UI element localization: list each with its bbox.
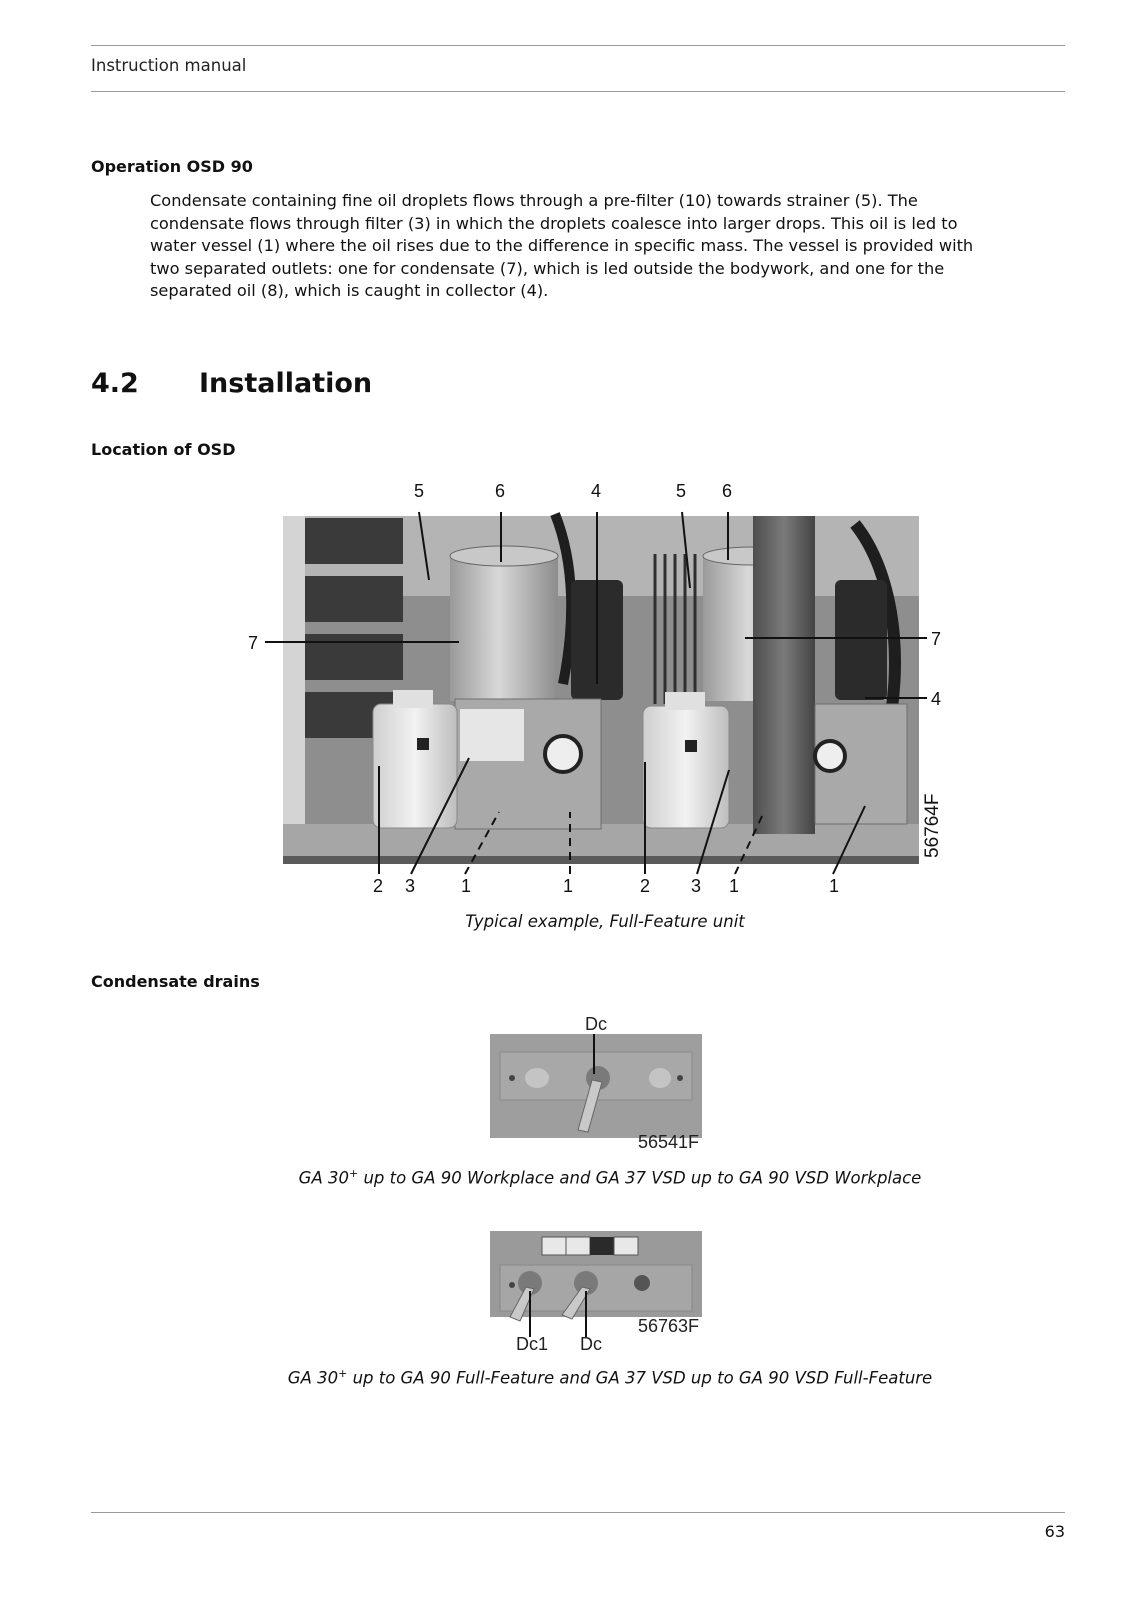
drain1-caption	[120, 1167, 1100, 1188]
callout-top: 6	[495, 481, 506, 501]
header-top-rule	[91, 45, 1065, 46]
drain2-caption-post: up to GA 90 Full-Feature and GA 37 VSD up to GA 90 VSD Full-Feature	[347, 1368, 933, 1388]
operation-line: two separated outlets: one for condensate (7), which is led outside the bodywork, and one for the	[150, 258, 945, 278]
callout-right: 7	[931, 629, 942, 649]
drain1-caption-post: up to GA 90 Workplace and GA 37 VSD up to GA 90 VSD Workplace	[358, 1168, 922, 1188]
callout-bottom: 1	[461, 876, 472, 896]
operation-line: water vessel (1) where the oil rises due to the difference in specific mass. The vessel is provided with	[150, 236, 974, 255]
drain2-code: 56763F	[638, 1316, 700, 1336]
callout-bottom: 1	[829, 876, 840, 896]
location-heading: Location of OSD	[91, 440, 236, 459]
drain2-caption	[120, 1367, 1100, 1388]
drain2-caption-pre: GA 30	[287, 1368, 339, 1388]
drain2-label: Dc	[580, 1334, 602, 1354]
callout-bottom: 2	[640, 876, 651, 896]
drain2-label: Dc1	[516, 1334, 549, 1354]
callout-bottom: 1	[729, 876, 740, 896]
callout-top: 4	[591, 481, 602, 501]
callout-bottom: 1	[563, 876, 574, 896]
drain1-label: Dc	[585, 1014, 607, 1034]
section-number: 4.2	[91, 368, 139, 399]
operation-paragraph	[150, 190, 1055, 303]
callout-bottom: 3	[405, 876, 416, 896]
callout-top: 6	[722, 481, 733, 501]
drain-figure-workplace	[490, 1034, 702, 1138]
drains-heading: Condensate drains	[91, 972, 260, 991]
operation-line: separated oil (8), which is caught in collector (4).	[150, 281, 549, 300]
operation-line: Condensate containing fine oil droplets flows through a pre-filter (10) towards strainer (5). The	[150, 191, 918, 210]
osd-location-figure	[245, 484, 965, 914]
callout-right: 4	[931, 689, 942, 709]
callout-left: 7	[248, 633, 259, 653]
callout-top: 5	[676, 481, 687, 501]
drain1-code: 56541F	[638, 1132, 700, 1152]
operation-heading: Operation OSD 90	[91, 157, 253, 176]
footer-rule	[91, 1512, 1065, 1513]
drain1-caption-sup: +	[348, 1167, 359, 1180]
drain1-caption-pre: GA 30	[298, 1168, 349, 1188]
page-number: 63	[1044, 1522, 1065, 1541]
callout-bottom: 3	[691, 876, 702, 896]
figure-code: 56764F	[922, 793, 943, 858]
operation-line: condensate flows through filter (3) in which the droplets coalesce into larger drops. This oil is led to	[150, 213, 958, 233]
callout-top: 5	[414, 481, 425, 501]
drain2-caption-sup: +	[338, 1367, 348, 1380]
header-bottom-rule	[91, 91, 1065, 92]
callout-bottom: 2	[373, 876, 384, 896]
location-caption: Typical example, Full-Feature unit	[465, 912, 745, 931]
header-title: Instruction manual	[91, 56, 247, 75]
section-title: Installation	[199, 368, 373, 399]
